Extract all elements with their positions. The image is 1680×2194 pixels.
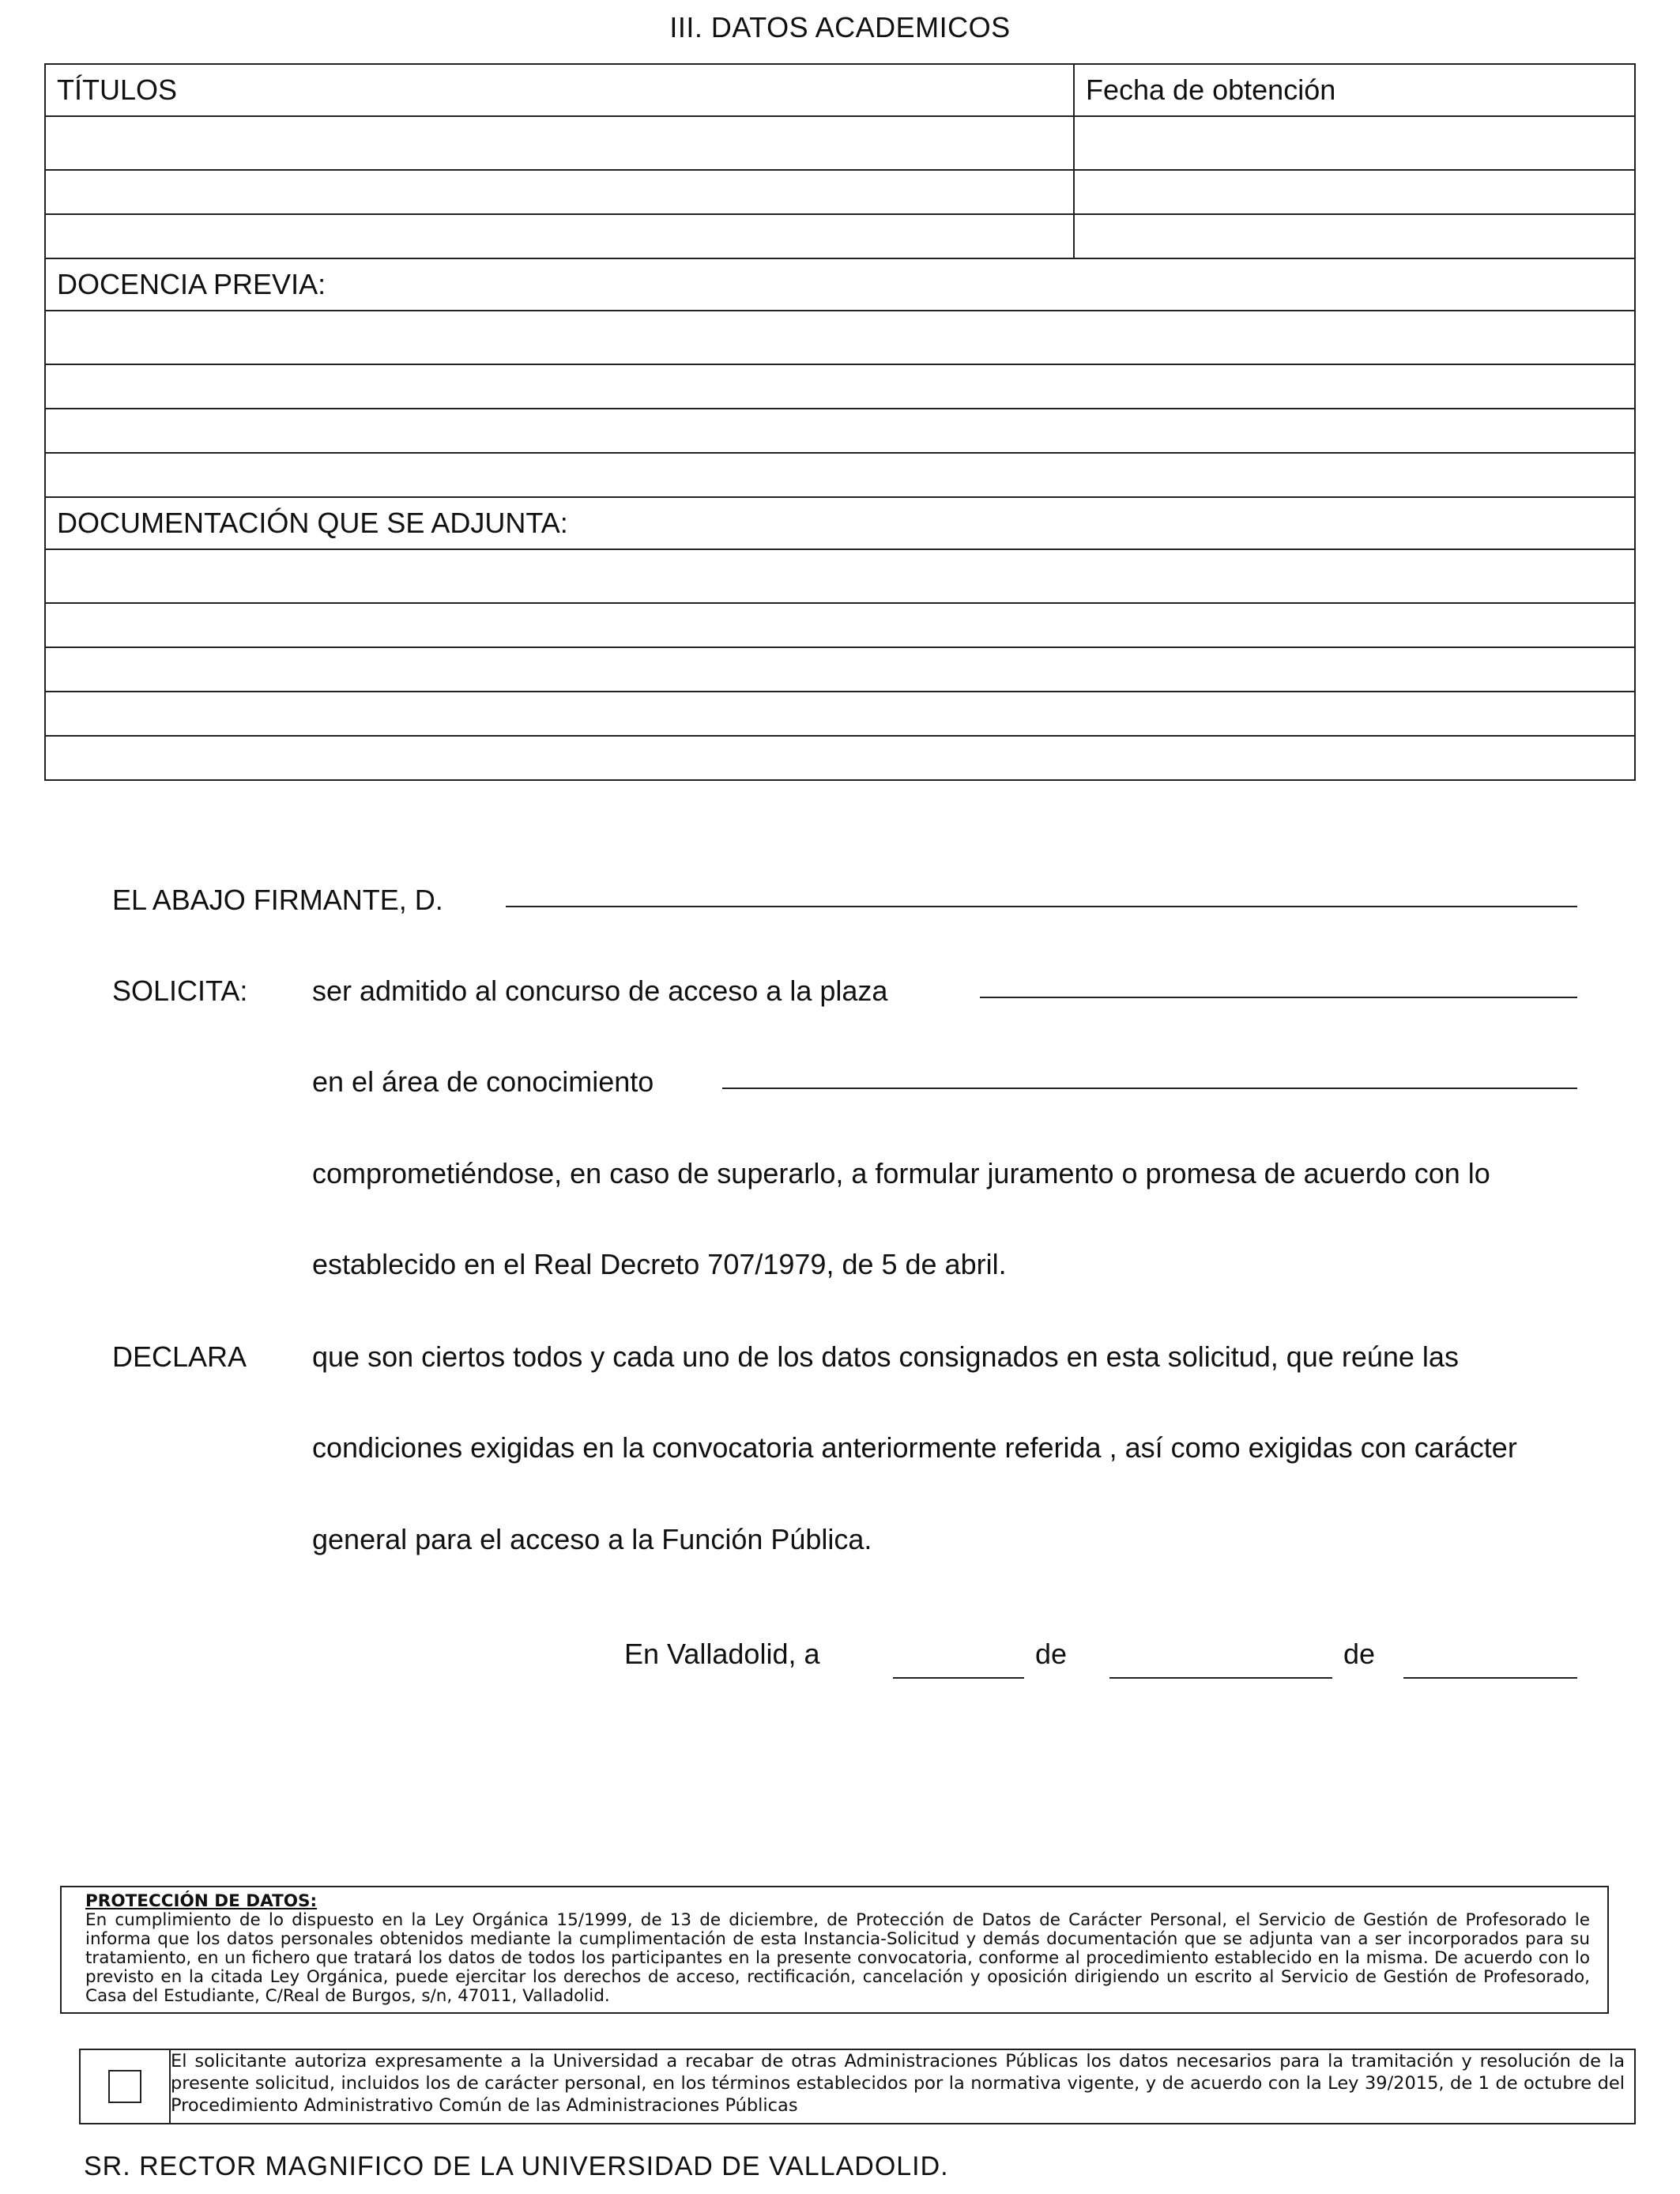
authorization-box — [79, 2049, 1636, 2124]
date-connector: de — [1035, 1638, 1068, 1670]
authorization-checkbox-cell — [81, 2050, 171, 2123]
prior-teaching-row — [45, 453, 1635, 497]
title-row — [45, 214, 1635, 258]
data-protection-text: En cumplimiento de lo dispuesto en la Ley Orgánica 15/1999, de 13 de diciembre, de Protección de Datos de Carácter Personal, el Servicio de Gestión de Profesorado le informa que los datos personales obtenidos mediante la cumplimentación de esta Instancia-Solicitud y demás documentación que se adjunta van a ser incorporados para su tratamiento, en un fichero que tratará los datos de todos los participantes en la presente convocatoria, conforme al procedimiento establecido en la misma. De acuerdo con lo previsto en la citada Ley Orgánica, puede ejercitar los derechos de acceso, rectificación, cancelación y oposición dirigiendo un escrito al Servicio de Gestión de Profesorado, Casa del Estudiante, C/Real de Burgos, s/n, 47011, Valladolid. — [85, 1910, 1590, 2006]
prior-teaching-header-row — [45, 258, 1635, 311]
knowledge-area-field[interactable] — [722, 1088, 1577, 1089]
declaration-text-line: general para el acceso a la Función Pública. — [312, 1523, 872, 1555]
request-text-line: comprometiéndose, en caso de superarlo, a formular juramento o promesa de acuerdo con lo — [312, 1157, 1490, 1189]
position-field[interactable] — [980, 997, 1577, 998]
prior-teaching-field[interactable] — [45, 453, 1635, 497]
prior-teaching-row — [45, 364, 1635, 409]
prior-teaching-row — [45, 311, 1635, 364]
attached-doc-row — [45, 647, 1635, 692]
data-protection-heading: PROTECCIÓN DE DATOS: — [85, 1891, 318, 1911]
signatory-label: EL ABAJO FIRMANTE, D. — [112, 884, 443, 916]
attached-docs-header: DOCUMENTACIÓN QUE SE ADJUNTA: — [45, 497, 1635, 549]
month-field[interactable] — [1109, 1677, 1332, 1679]
titles-header: TÍTULOS — [45, 64, 1074, 116]
title-row — [45, 116, 1635, 170]
data-protection-box — [60, 1886, 1609, 2014]
request-text-line: ser admitido al concurso de acceso a la plaza — [312, 974, 888, 1007]
attached-doc-row — [45, 603, 1635, 647]
attached-doc-field[interactable] — [45, 736, 1635, 780]
addressee: SR. RECTOR MAGNIFICO DE LA UNIVERSIDAD DE VALLADOLID. — [84, 2151, 949, 2181]
title-field[interactable] — [45, 170, 1074, 214]
date-connector: de — [1343, 1638, 1376, 1670]
request-label: SOLICITA: — [112, 974, 248, 1007]
date-field[interactable] — [1074, 116, 1635, 170]
date-field[interactable] — [1074, 170, 1635, 214]
request-text-line: en el área de conocimiento — [312, 1065, 654, 1098]
date-field[interactable] — [1074, 214, 1635, 258]
prior-teaching-header: DOCENCIA PREVIA: — [45, 258, 1635, 311]
authorization-checkbox[interactable] — [108, 2070, 141, 2103]
prior-teaching-field[interactable] — [45, 409, 1635, 453]
request-text-line: establecido en el Real Decreto 707/1979, de 5 de abril. — [312, 1248, 1007, 1280]
prior-teaching-field[interactable] — [45, 311, 1635, 364]
attached-doc-field[interactable] — [45, 647, 1635, 692]
attached-doc-row — [45, 692, 1635, 736]
date-obtained-header: Fecha de obtención — [1074, 64, 1635, 116]
attached-doc-field[interactable] — [45, 692, 1635, 736]
title-field[interactable] — [45, 116, 1074, 170]
prior-teaching-field[interactable] — [45, 364, 1635, 409]
titles-header-row — [45, 64, 1635, 116]
day-field[interactable] — [893, 1677, 1024, 1679]
prior-teaching-row — [45, 409, 1635, 453]
authorization-text: El solicitante autoriza expresamente a la Universidad a recabar de otras Administraciones Públicas los datos necesarios para la tramitación y resolución de la presente solicitud, incluidos los de carácter personal, en los términos establecidos por la normativa vigente, y de acuerdo con la Ley 39/2015, de 1 de octubre del Procedimiento Administrativo Común de las Administraciones Públicas — [171, 2051, 1625, 2116]
signatory-name-field[interactable] — [506, 906, 1577, 907]
attached-doc-field[interactable] — [45, 603, 1635, 647]
place-label: En Valladolid, a — [624, 1638, 820, 1670]
attached-doc-row — [45, 549, 1635, 603]
title-field[interactable] — [45, 214, 1074, 258]
academic-data-table — [44, 63, 1636, 781]
declaration-label: DECLARA — [112, 1340, 247, 1373]
title-row — [45, 170, 1635, 214]
section-title: III. DATOS ACADEMICOS — [669, 11, 1011, 43]
attached-doc-row — [45, 736, 1635, 780]
attached-docs-header-row — [45, 497, 1635, 549]
year-field[interactable] — [1403, 1677, 1577, 1679]
attached-doc-field[interactable] — [45, 549, 1635, 603]
declaration-text-line: que son ciertos todos y cada uno de los datos consignados en esta solicitud, que reúne las — [312, 1340, 1459, 1373]
declaration-text-line: condiciones exigidas en la convocatoria anteriormente referida , así como exigidas con carácter — [312, 1431, 1517, 1464]
